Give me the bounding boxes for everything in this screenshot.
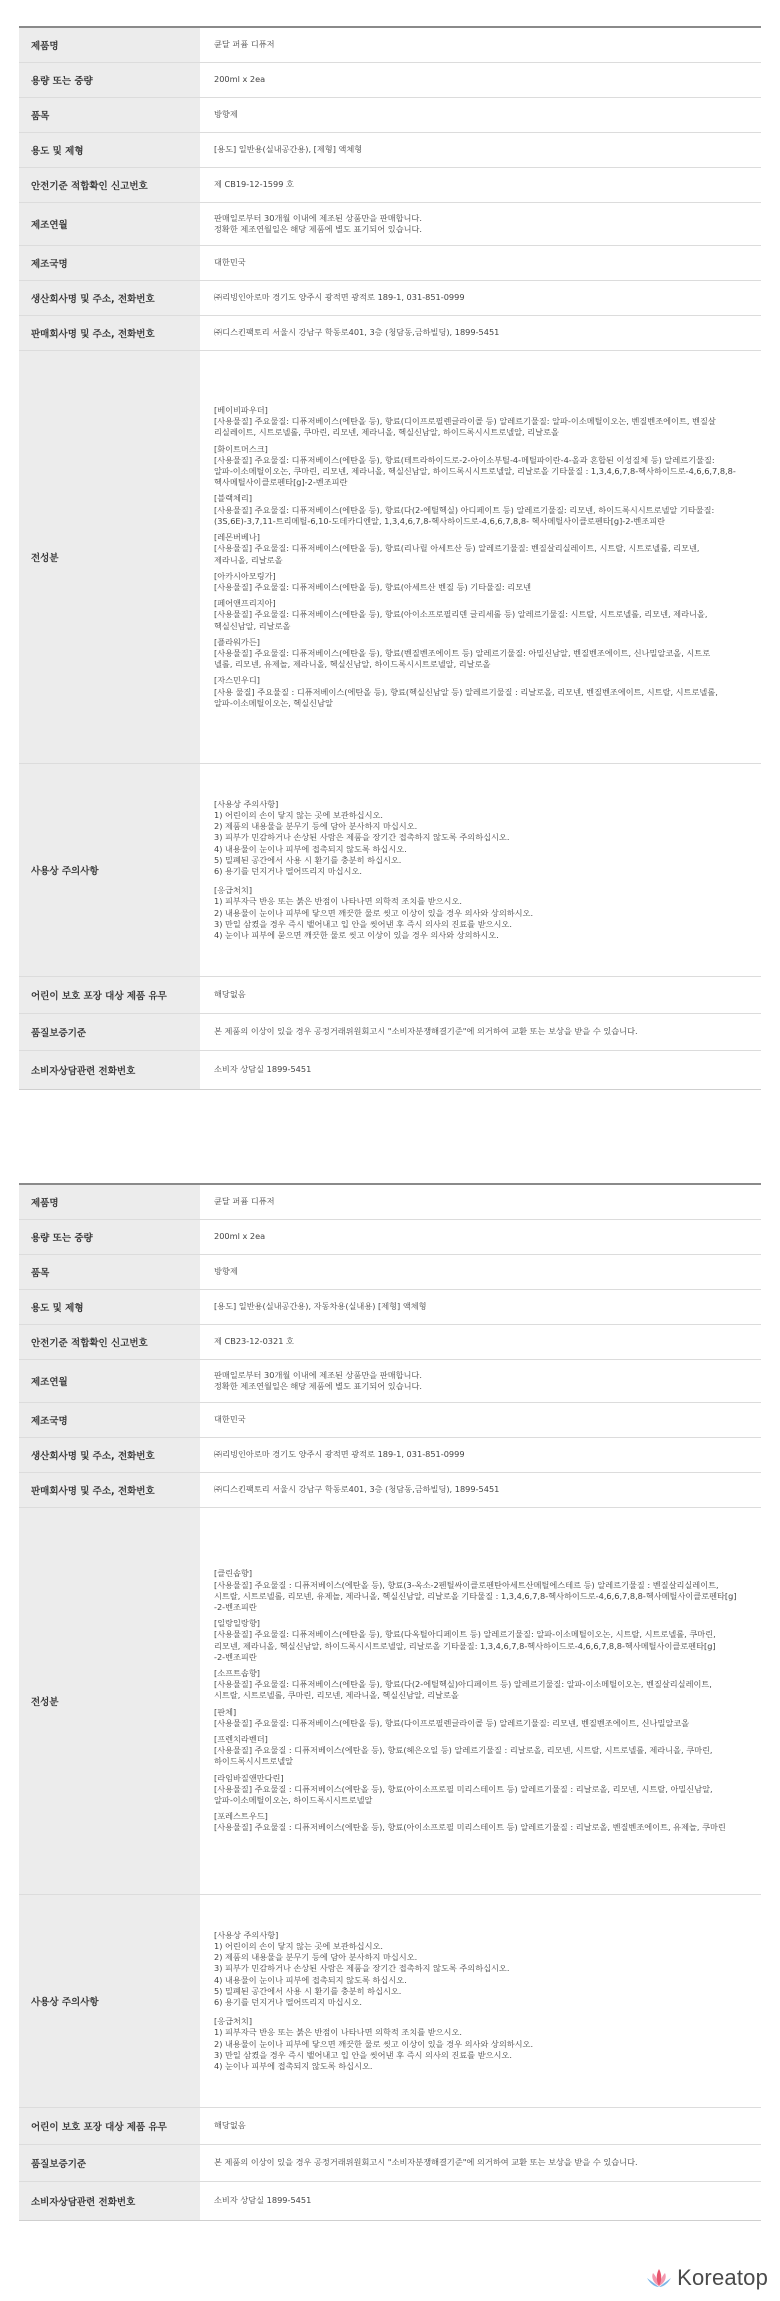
- table-row: [19, 1507, 761, 1894]
- ingredient-group: [214, 405, 747, 439]
- text-line: 리모넨, 제라니올, 헥실신남알, 하이드록시시트로넬알, 리날로올 기타물질: 1,3,4,6,7,8-헥사하이드로-4,6,6,7,8,8-헥사메틸사이클로펜타[g]: [214, 1640, 716, 1651]
- text-line: 3) 만일 삼켰을 경우 즉시 뱉어내고 입 안을 씻어낸 후 즉시 의사의 진료를 받으시오.: [214, 2049, 512, 2060]
- ingredient-group: [214, 1568, 747, 1613]
- text-line: [사용물질] 주요물질: 디퓨저베이스(에탄올 등), 향료(다이프로필렌글라이콜 등) 알레르기물질: 리모넨, 벤질벤조에이트, 신나밀알코올: [214, 1717, 690, 1728]
- table-row: [19, 1472, 761, 1507]
- text-line: 알파-이소메틸이오논, 쿠마린, 리모넨, 제라니올, 헥실신남알, 하이드록시시트로넬알, 리날로올 기타물질 : 1,3,4,6,7,8-헥사하이드로-4,6,6,7,8,8-: [214, 466, 736, 477]
- table-row: [19, 1254, 761, 1289]
- fragrance-title: [레몬버베나]: [214, 532, 260, 543]
- row-label: 제조연월: [19, 1360, 200, 1402]
- child-pack-value: 해당없음: [214, 989, 246, 1000]
- text-line: [사용물질] 주요물질: 디퓨저베이스(에탄올 등), 향료(아이소프로필리덴 글리세롤 등) 알레르기물질: 시트랄, 시트로넬롤, 리모넨, 제라니올,: [214, 609, 708, 620]
- text-line: 1) 피부자극 반응 또는 붉은 반점이 나타나면 의학적 조치를 받으시오.: [214, 2027, 462, 2038]
- table-row: [19, 1013, 761, 1050]
- text-line: 4) 내용물이 눈이나 피부에 접촉되지 않도록 하십시오.: [214, 1974, 407, 1985]
- text-line: 정확한 제조연월일은 해당 제품에 별도 표기되어 있습니다.: [214, 224, 423, 234]
- table-row: [19, 2144, 761, 2181]
- text-line: [사용물질] 주요물질: 디퓨저베이스(에탄올 등), 향료(벤질벤조에이트 등) 알레르기물질: 아밀신남알, 벤질벤조에이트, 신나밀알코올, 시트로: [214, 647, 711, 658]
- text-line: 리실레이트, 시트로넬롤, 쿠마린, 리모넨, 제라니올, 헥실신남알, 하이드록시시트로넬알, 리날로올: [214, 427, 559, 438]
- country-value: 대한민국: [214, 1414, 246, 1425]
- text-line: 1) 어린이의 손이 닿지 않는 곳에 보관하십시오.: [214, 1940, 383, 1951]
- row-label: 어린이 보호 포장 대상 제품 유무: [19, 977, 200, 1013]
- row-label: 판매회사명 및 주소, 전화번호: [19, 1473, 200, 1507]
- text-line: 알파-이소메틸이오논, 헥실신남알: [214, 697, 333, 708]
- text-line: [사용물질] 주요물질: 디퓨저베이스(에탄올 등), 향료(다(2-에틸헥실) 아디페이트 등) 알레르기물질: 리모넨, 하이드록시시트로넬알 기타물질:: [214, 504, 715, 515]
- table-row: [19, 315, 761, 350]
- text-line: [사용물질] 주요물질: 디퓨저베이스(에탄올 등), 향료(테트라하이드로-2-아이소부틸-4-메틸파이란-4-올과 혼합된 이성질체 등) 알레르기물질:: [214, 454, 715, 465]
- text-line: 알파-이소메틸이오논, 하이드록시시트로넬알: [214, 1795, 373, 1806]
- table-row: [19, 763, 761, 976]
- text-line: 4) 눈이나 피부에 접촉되지 않도록 하십시오.: [214, 2061, 373, 2072]
- seller-value: ㈜디스킨팩토리 서울시 강남구 학동로401, 3층 (청담동,금하빌딩), 1899-5451: [214, 1484, 500, 1495]
- manufactured-value: [200, 1360, 761, 1402]
- fragrance-title: [소프트솝향]: [214, 1667, 260, 1678]
- table-row: [19, 1050, 761, 1089]
- row-label: 용량 또는 중량: [19, 1220, 200, 1254]
- item-value: 방향제: [214, 1266, 238, 1277]
- row-label: 제품명: [19, 28, 200, 62]
- table-row: [19, 976, 761, 1013]
- capacity-value: 200ml x 2ea: [214, 1231, 266, 1242]
- text-line: 정확한 제조연월일은 해당 제품에 별도 표기되어 있습니다.: [214, 1381, 423, 1391]
- fragrance-title: [라임바질앤만다린]: [214, 1772, 284, 1783]
- text-line: 6) 용기를 던지거나 떨어뜨리지 마십시오.: [214, 1997, 362, 2007]
- table-row: [19, 132, 761, 167]
- text-line: -2-벤조피란: [214, 1651, 257, 1662]
- text-line: -2-벤조피란: [214, 1601, 257, 1612]
- ingredients-value: [200, 351, 761, 763]
- product-name-value: 큔달 퍼퓸 디퓨저: [214, 39, 275, 50]
- table-row: [19, 1894, 761, 2107]
- manufacturer-value: ㈜리빙인아로마 경기도 양주시 광적면 광적로 189-1, 031-851-0999: [214, 292, 465, 303]
- row-label: 제조국명: [19, 1403, 200, 1437]
- row-label: 품질보증기준: [19, 1014, 200, 1050]
- fragrance-title: [클린솝향]: [214, 1568, 253, 1579]
- text-line: 6) 용기를 던지거나 떨어뜨리지 마십시오.: [214, 866, 362, 876]
- text-line: 하이드록시시트로넬알: [214, 1756, 294, 1767]
- row-label: 전성분: [19, 351, 200, 763]
- product-info-table-2: [19, 1183, 761, 2221]
- ingredient-group: [214, 571, 747, 593]
- row-label: 제조연월: [19, 203, 200, 245]
- ingredient-group: [214, 637, 747, 671]
- brand-name: Koreatop: [677, 2265, 768, 2290]
- usage-form-value: [용도] 일반용(실내공간용), 자동차용(실내용) [제형] 액체형: [214, 1301, 427, 1312]
- country-value: 대한민국: [214, 257, 246, 268]
- row-label: 제품명: [19, 1185, 200, 1219]
- spacer: [214, 2008, 747, 2016]
- text-line: (3S,6E)-3,7,11-트리메틸-6,10-도데카디엔알, 1,3,4,6,7,8-헥사하이드로-4,6,6,7,8,8- 헥사메틸사이클로펜타[g]-2-벤조피란: [214, 515, 666, 526]
- text-line: 1) 피부자극 반응 또는 붉은 반점이 나타나면 의학적 조치를 받으시오.: [214, 896, 462, 907]
- text-line: 2) 내용물이 눈이나 피부에 닿으면 깨끗한 물로 씻고 이상이 있을 경우 의사와 상의하시오.: [214, 907, 534, 918]
- table-row: [19, 28, 761, 62]
- ingredients-value: [200, 1508, 761, 1894]
- cs-phone-value: 소비자 상담실 1899-5451: [214, 2195, 312, 2206]
- ingredient-group: [214, 444, 747, 489]
- row-label: 사용상 주의사항: [19, 1895, 200, 2107]
- text-line: [사용물질] 주요물질: 디퓨저베이스(에탄올 등), 향료(디이프로필렌글라이콜 등) 알레르기물질: 알파-이소메틸이오논, 벤질벤조에이트, 벤질살: [214, 416, 716, 427]
- text-line: 헥사메틸사이클로펜타[g]-2-벤조피란: [214, 477, 348, 488]
- row-label: 전성분: [19, 1508, 200, 1894]
- fragrance-title: [일랑일랑향]: [214, 1618, 260, 1629]
- fragrance-title: [자스민우디]: [214, 675, 260, 686]
- warranty-value: 본 제품의 이상이 있을 경우 공정거래위원회고시 "소비자분쟁해결기준"에 의거하여 교환 또는 보상을 받을 수 있습니다.: [214, 1026, 638, 1037]
- ingredient-group: [214, 675, 747, 709]
- table-row: [19, 1324, 761, 1359]
- table-row: [19, 1437, 761, 1472]
- fragrance-title: [아카시아모링가]: [214, 570, 276, 581]
- row-label: 안전기준 적합확인 신고번호: [19, 168, 200, 202]
- ingredient-group: [214, 493, 747, 527]
- item-value: 방향제: [214, 109, 238, 120]
- lotus-icon: [646, 2267, 672, 2289]
- fragrance-title: [블랙체리]: [214, 493, 253, 504]
- text-line: [응급처치]: [214, 885, 253, 896]
- cs-phone-value: 소비자 상담실 1899-5451: [214, 1064, 312, 1075]
- ingredient-group: [214, 1707, 747, 1729]
- text-line: 2) 제품의 내용물을 분무기 등에 담아 분사하지 마십시오.: [214, 1952, 418, 1963]
- text-line: 4) 눈이나 피부에 묻으면 깨끗한 물로 씻고 이상이 있을 경우 의사와 상의하시오.: [214, 930, 499, 941]
- text-line: 2) 제품의 내용물을 분무기 등에 담아 분사하지 마십시오.: [214, 821, 418, 832]
- safety-number-value: 제 CB19-12-1599 호: [214, 179, 294, 190]
- fragrance-title: [플라워가든]: [214, 636, 260, 647]
- ingredient-group: [214, 598, 747, 632]
- safety-number-value: 제 CB23-12-0321 호: [214, 1336, 294, 1347]
- row-label: 품목: [19, 98, 200, 132]
- row-label: 판매회사명 및 주소, 전화번호: [19, 316, 200, 350]
- fragrance-title: [페어앤프리지아]: [214, 598, 276, 609]
- text-line: 판매일로부터 30개월 이내에 제조된 상품만을 판매합니다.: [214, 212, 422, 223]
- manufacturer-value: ㈜리빙인아로마 경기도 양주시 광적면 광적로 189-1, 031-851-0999: [214, 1449, 465, 1460]
- fragrance-title: [베이비파우더]: [214, 405, 268, 416]
- text-line: [사용 물질] 주요물질 : 디퓨저베이스(에탄올 등), 향료(헥실신남알 등) 알레르기물질 : 리날로올, 리모넨, 벤질벤조에이트, 시트랄, 시트로넬롤,: [214, 686, 718, 697]
- row-label: 소비자상담관련 전화번호: [19, 2182, 200, 2220]
- fragrance-title: [포레스트우드]: [214, 1811, 268, 1822]
- table-row: [19, 202, 761, 245]
- row-label: 품질보증기준: [19, 2145, 200, 2181]
- table-row: [19, 245, 761, 280]
- text-line: [사용물질] 주요물질: 디퓨저베이스(에탄올 등), 향료(리나릴 아세트산 등) 알레르기물질: 벤질살리실레이트, 시트랄, 시트로넬롤, 리모넨,: [214, 543, 700, 554]
- capacity-value: 200ml x 2ea: [214, 74, 266, 85]
- text-line: 3) 피부가 민감하거나 손상된 사람은 제품을 장기간 접촉하지 않도록 주의하십시오.: [214, 1963, 510, 1974]
- table-row: [19, 2107, 761, 2144]
- text-line: [사용물질] 주요물질 : 디퓨저베이스(에탄올 등), 향료(3-옥소-2펜틸싸이클로펜탄아세트산메틸에스테르 등) 알레르기물질 : 벤질살리실레이트,: [214, 1579, 719, 1590]
- table-row: [19, 280, 761, 315]
- row-label: 제조국명: [19, 246, 200, 280]
- table-row: [19, 2181, 761, 2220]
- seller-value: ㈜디스킨팩토리 서울시 강남구 학동로401, 3층 (청담동,금하빌딩), 1899-5451: [214, 327, 500, 338]
- ingredient-group: [214, 1618, 747, 1663]
- text-line: [사용물질] 주요물질: 디퓨저베이스(에탄올 등), 향료(다(2-에틸헥실)아디페이트 등) 알레르기물질: 알파-이소메틸이오논, 벤질살리실레이트,: [214, 1679, 712, 1690]
- text-line: 헥실신남알, 리날로올: [214, 620, 291, 631]
- table-row: [19, 97, 761, 132]
- warranty-value: 본 제품의 이상이 있을 경우 공정거래위원회고시 "소비자분쟁해결기준"에 의거하여 교환 또는 보상을 받을 수 있습니다.: [214, 2157, 638, 2168]
- ingredient-group: [214, 1773, 747, 1807]
- row-label: 용도 및 제형: [19, 1290, 200, 1324]
- text-line: 3) 피부가 민감하거나 손상된 사람은 제품을 장기간 접촉하지 않도록 주의하십시오.: [214, 832, 510, 843]
- table-row: [19, 1359, 761, 1402]
- table-row: [19, 62, 761, 97]
- fragrance-title: [프렌치라벤더]: [214, 1734, 268, 1744]
- row-label: 생산회사명 및 주소, 전화번호: [19, 281, 200, 315]
- row-label: 용량 또는 중량: [19, 63, 200, 97]
- table-row: [19, 1289, 761, 1324]
- text-line: [사용물질] 주요물질 : 디퓨저베이스(에탄올 등), 향료(헤은오일 등) 알레르기물질 : 리날로올, 리모넨, 시트랄, 시트로넬롤, 제라니올, 쿠마린,: [214, 1745, 713, 1756]
- row-label: 안전기준 적합확인 신고번호: [19, 1325, 200, 1359]
- text-line: 5) 밀폐된 공간에서 사용 시 환기를 충분히 하십시오.: [214, 854, 402, 865]
- text-line: 시트랄, 시트로넬롤, 리모넨, 유제놀, 제라니올, 헥실신남알, 리날로올 기타물질 : 1,3,4,6,7,8-헥사하이드로-4,6,6,7,8,8-헥사메틸사이클로펜타[g]: [214, 1590, 737, 1601]
- text-line: 2) 내용물이 눈이나 피부에 닿으면 깨끗한 물로 씻고 이상이 있을 경우 의사와 상의하시오.: [214, 2038, 534, 2049]
- ingredient-group: [214, 1668, 747, 1702]
- ingredient-group: [214, 1734, 747, 1768]
- table-row: [19, 1402, 761, 1437]
- text-line: [사용상 주의사항]: [214, 798, 279, 809]
- table-row: [19, 1185, 761, 1219]
- ingredient-group: [214, 532, 747, 566]
- text-line: [사용물질] 주요물질 : 디퓨저베이스(에탄올 등), 향료(아이소프로필 미리스테이트 등) 알레르기물질 : 리날로올, 리모넨, 시트랄, 아밀신남알,: [214, 1783, 713, 1794]
- row-label: 사용상 주의사항: [19, 764, 200, 976]
- row-label: 품목: [19, 1255, 200, 1289]
- text-line: 1) 어린이의 손이 닿지 않는 곳에 보관하십시오.: [214, 809, 383, 820]
- product-info-table-1: [19, 26, 761, 1090]
- text-line: 4) 내용물이 눈이나 피부에 접촉되지 않도록 하십시오.: [214, 843, 407, 854]
- spacer: [214, 877, 747, 885]
- table-row: [19, 350, 761, 763]
- text-line: 시트랄, 시트로넬롤, 쿠마린, 리모넨, 제라니올, 헥실신남알, 리날로올: [214, 1690, 459, 1701]
- row-label: 어린이 보호 포장 대상 제품 유무: [19, 2108, 200, 2144]
- text-line: [사용물질] 주요물질 : 디퓨저베이스(에탄올 등), 향료(아이소프로필 미리스테이트 등) 알레르기물질 : 리날로올, 벤질벤조에이트, 유제놀, 쿠마린: [214, 1822, 726, 1833]
- text-line: 5) 밀폐된 공간에서 사용 시 환기를 충분히 하십시오.: [214, 1985, 402, 1996]
- fragrance-title: [화이트머스크]: [214, 443, 268, 454]
- cautions-value: [200, 764, 761, 976]
- text-line: 제라니올, 리날로올: [214, 554, 283, 565]
- table-row: [19, 167, 761, 202]
- text-line: [사용물질] 주요물질: 디퓨저베이스(에탄올 등), 향료(아세트산 벤질 등) 기타물질: 리모넨: [214, 581, 532, 592]
- table-row: [19, 1219, 761, 1254]
- text-line: [사용물질] 주요물질: 디퓨저베이스(에탄올 등), 향료(다옥틸아디페이트 등) 알레르기물질: 알파-이소메틸이오논, 시트랄, 시트로넬롤, 쿠마린,: [214, 1629, 716, 1640]
- koreatop-watermark: [646, 2265, 768, 2291]
- ingredient-group: [214, 1811, 747, 1833]
- child-pack-value: 해당없음: [214, 2120, 246, 2131]
- manufactured-value: [200, 203, 761, 245]
- row-label: 생산회사명 및 주소, 전화번호: [19, 1438, 200, 1472]
- text-line: 3) 만일 삼켰을 경우 즉시 뱉어내고 입 안을 씻어낸 후 즉시 의사의 진료를 받으시오.: [214, 918, 512, 929]
- fragrance-title: [판체]: [214, 1706, 237, 1717]
- row-label: 용도 및 제형: [19, 133, 200, 167]
- product-name-value: 큔달 퍼퓸 디퓨저: [214, 1196, 275, 1207]
- cautions-value: [200, 1895, 761, 2107]
- text-line: 판매일로부터 30개월 이내에 제조된 상품만을 판매합니다.: [214, 1369, 422, 1380]
- text-line: 넬롤, 리모넨, 유제놀, 제라니올, 헥실신남알, 하이드록시시트로넬알, 리날로올: [214, 659, 491, 670]
- row-label: 소비자상담관련 전화번호: [19, 1051, 200, 1089]
- usage-form-value: [용도] 일반용(실내공간용), [제형] 액체형: [214, 144, 363, 155]
- text-line: [사용상 주의사항]: [214, 1929, 279, 1940]
- text-line: [응급처치]: [214, 2016, 253, 2027]
